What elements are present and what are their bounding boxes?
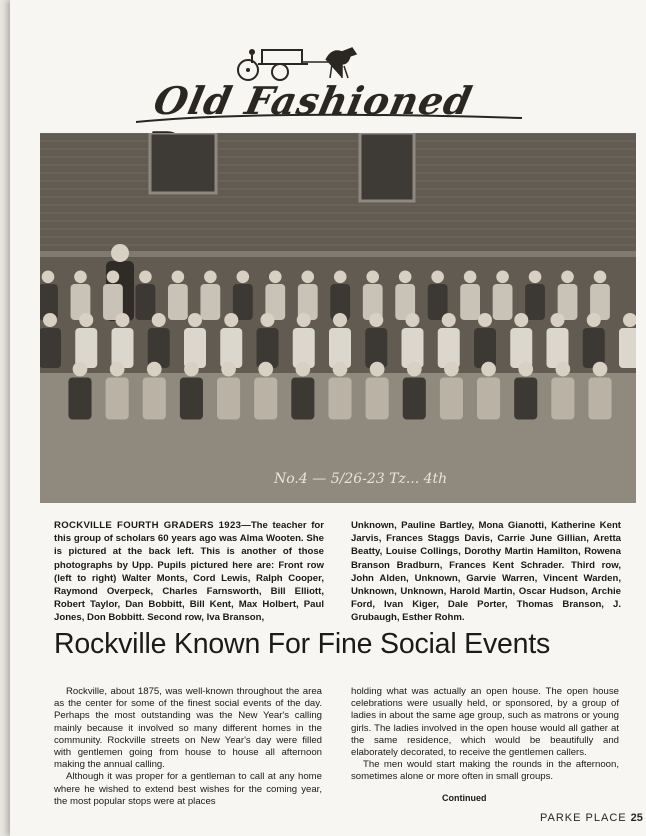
magazine-page — [10, 0, 646, 836]
section-header — [130, 38, 530, 128]
article-headline: Rockville Known For Fine Social Events — [54, 628, 551, 660]
caption-left-text: —The teacher for this group of scholars 60 years ago was Alma Wooten. She is pictured at the back left. This is another of those photographs by Upp. Pupils pictured here are: Front row (left to right) Walter Monts, Cord Lewis, Ralph Cooper, Raymond Overpeck, Charles Farnsworth, Bill Elliott, Robert Taylor, Dan Bobbitt, Bill Kent, Max Holbert, Paul Jones, Don Bobbitt. Second row, Iva Branson, — [54, 520, 324, 624]
caption-right-text: Unknown, Pauline Bartley, Mona Gianotti, Katherine Kent Jarvis, Frances Staggs Davis, Carrie June Gillian, Aretta Beatty, Louise Collings, Dorothy Martin Hamilton, Rowena Branson Bradburn, Frances Kent Schrader. Third row, John Alden, Unknown, Garvie Warren, Vincent Warden, Unknown, Unknown, Harold Martin, Oscar Hudson, Archie Ford, Ivan Kiger, Dale Porter, Thomas Branson, J. Grubaugh, Esther Rohm. — [351, 520, 621, 624]
article-right-column — [351, 686, 619, 784]
title-swash — [134, 112, 524, 126]
caption-right-column — [351, 519, 621, 625]
article-paragraph: holding what was actually an open house. The open house celebrations were usually held, or sponsored, by a group of ladies in about the same age group, such as matrons or young girls. The ladies involved in the open house would all gather at the same residence, which would be beautifully and elaborately decorated, to receive the gentlemen callers. — [351, 686, 619, 759]
page-number: 25 — [630, 812, 643, 824]
horse-drawn-carriage-icon — [230, 42, 370, 82]
article-paragraph: Although it was proper for a gentleman to call at any home where he wished to extend best wishes for the coming year, the most popular stops were at places — [54, 771, 322, 807]
continued-label: Continued — [442, 793, 487, 803]
magazine-name: PARKE PLACE — [540, 812, 627, 824]
class-photo — [40, 133, 636, 503]
article-paragraph: Rockville, about 1875, was well-known throughout the area as the center for some of the finest social events of the day. Perhaps the most outstanding was the New Year's calling mainly because it involved so many different homes in the community. Rockville streets on New Year's day were filled with gentlemen going from house to house all afternoon making the annual calling. — [54, 686, 322, 771]
caption-left-column — [54, 519, 324, 625]
section-title: Old Fashioned — [150, 78, 477, 123]
article-paragraph: The men would start making the rounds in the afternoon, sometimes alone or more often in small groups. — [351, 759, 619, 783]
caption-heading: ROCKVILLE FOURTH GRADERS 1923 — [54, 520, 242, 531]
article-left-column — [54, 686, 322, 808]
photo-inscription: No.4 — 5/26-23 Tz... 4th — [274, 471, 448, 487]
page-footer — [540, 812, 643, 824]
class-photo-image — [40, 133, 636, 503]
